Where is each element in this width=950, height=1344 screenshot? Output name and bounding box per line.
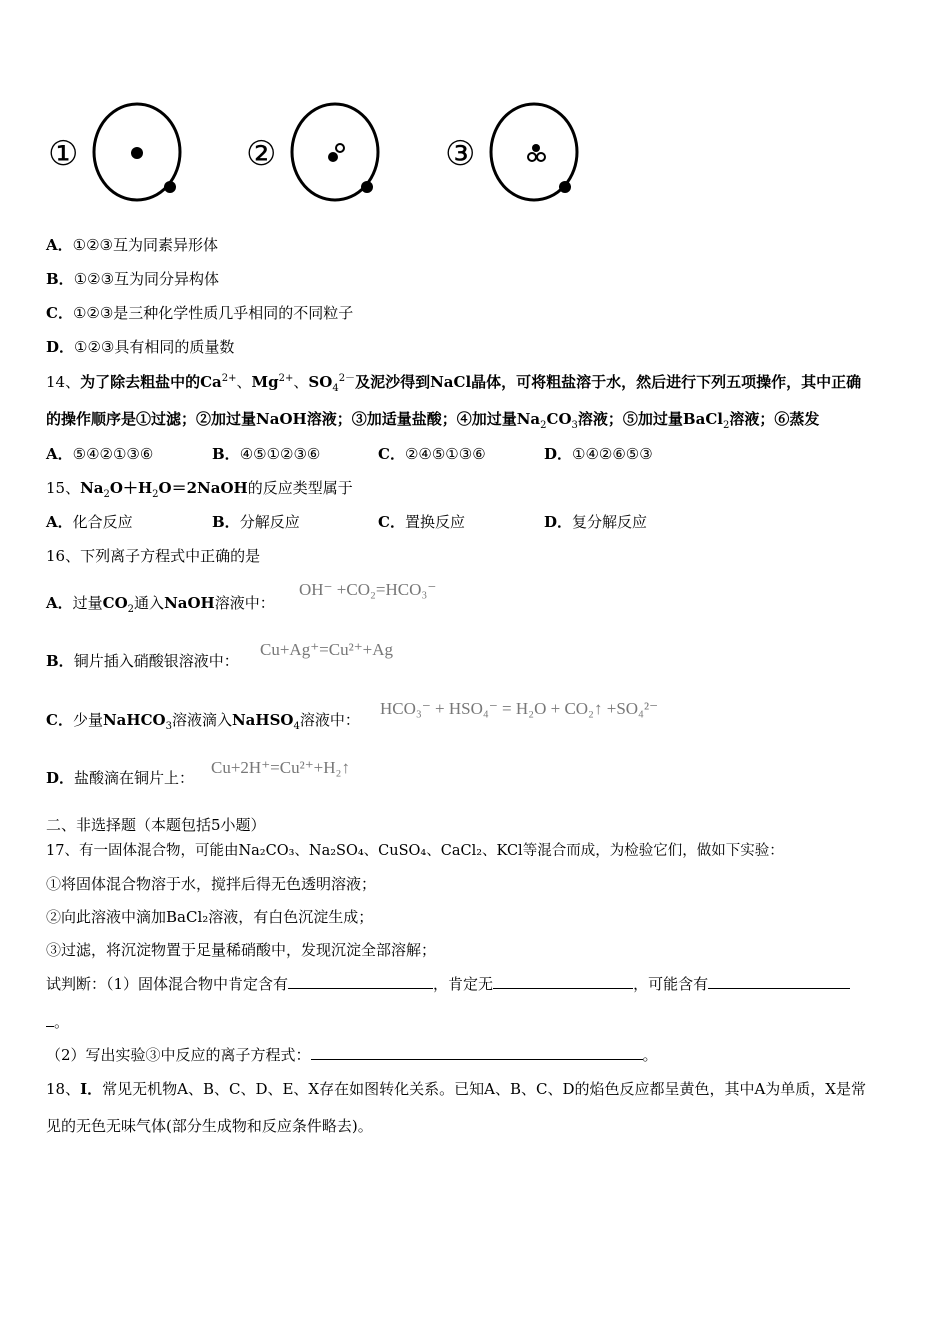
formula-naoh: NaOH	[256, 410, 307, 428]
answer-blank-contains[interactable]	[288, 974, 433, 989]
q17-text: 有一固体混合物，可能由Na₂CO₃、Na₂SO₄、CuSO₄、CaCl₂、KCl等混合而成，为检验它们，做如下实验：	[78, 843, 784, 859]
option-text: 溶液中：	[299, 711, 360, 729]
option-text: ①②③是三种化学性质几乎相同的不同粒子	[72, 304, 354, 322]
option-text: 盐酸滴在铜片上：	[74, 769, 195, 787]
option-letter: C．	[46, 711, 73, 729]
option-text: 复分解反应	[572, 513, 648, 531]
part-number: I．	[80, 1080, 103, 1098]
ion-ca-charge: 2+	[221, 373, 237, 384]
question-number: 15、	[46, 479, 81, 497]
q18-text: 常见无机物A、B、C、D、E、X存在如图转化关系。已知A、B、C、D的焰色反应都呈黄色，其中A为单质，X是常	[102, 1080, 866, 1098]
atom-1-label: ①	[48, 134, 79, 174]
option-letter: C．	[46, 304, 73, 322]
q17-text: ，可能含有	[633, 975, 709, 993]
answer-blank-maybe-cont[interactable]	[46, 1012, 54, 1027]
option-letter: B．	[46, 652, 74, 670]
subscript: 3	[165, 721, 172, 732]
q13-option-a	[46, 235, 218, 255]
answer-blank-equation[interactable]	[311, 1045, 643, 1060]
answer-blank-maybe[interactable]	[708, 974, 850, 989]
q17-text: 。	[54, 1013, 70, 1031]
atom-3	[445, 104, 577, 200]
q17-judge-end-line	[46, 1012, 69, 1032]
q16-equation-a: OH⁻ +CO₂=HCO₃⁻	[299, 580, 437, 599]
ion-mg: Mg	[251, 373, 279, 391]
option-text: ①②③互为同分异构体	[73, 270, 220, 288]
option-text: 过量	[72, 594, 103, 612]
q17-step-1: ①将固体混合物溶于水，搅拌后得无色透明溶液；	[46, 875, 377, 893]
atom-2	[246, 104, 378, 200]
formula-bacl2: BaCl	[682, 410, 723, 428]
q15-option-b	[212, 512, 378, 532]
option-letter: D．	[46, 338, 75, 356]
option-text: ②④⑤①③⑥	[404, 445, 486, 463]
question-number: 16、	[46, 547, 81, 565]
atom-2-electron	[361, 181, 373, 193]
atom-3-nucleus-proton	[532, 144, 540, 152]
option-letter: A．	[46, 236, 73, 254]
section-title: 二、非选择题（本题包括5小题）	[46, 816, 266, 834]
q16-equation-c: HCO₃⁻ + HSO₄⁻ = H₂O + CO₂↑ +SO₄²⁻	[380, 699, 659, 718]
atom-2-nucleus-neutron	[336, 144, 344, 152]
q14-option-c	[378, 444, 544, 464]
option-text: ①②③互为同素异形体	[72, 236, 218, 254]
atom-2-label: ②	[246, 134, 277, 174]
subscript: 3	[571, 420, 578, 431]
q16-equation-d: Cu+2H⁺=Cu²⁺+H₂↑	[211, 758, 350, 777]
answer-blank-excludes[interactable]	[493, 974, 633, 989]
q15-option-d	[544, 513, 647, 531]
ion-so4-sub: 4	[332, 383, 339, 394]
q17-text: 。	[642, 1046, 658, 1064]
equation: O＋H	[109, 479, 153, 497]
subscript: 2	[722, 420, 730, 431]
atom-3-electron	[559, 181, 571, 193]
equation: Na	[80, 479, 104, 497]
option-text: ①②③具有相同的质量数	[74, 338, 235, 356]
q14-text: 为了除去粗盐中的	[80, 373, 201, 391]
q13-option-b	[46, 269, 219, 289]
subscript: 4	[293, 721, 300, 732]
q17-part2-line	[46, 1045, 658, 1065]
q13-option-d	[46, 337, 234, 357]
option-letter: B．	[212, 513, 240, 531]
option-letter: D．	[544, 445, 573, 463]
q17-step-2: ②向此溶液中滴加BaCl₂溶液，有白色沉淀生成；	[46, 908, 374, 926]
option-text: 分解反应	[239, 513, 300, 531]
equation: O＝2NaOH	[158, 479, 248, 497]
option-letter: C．	[378, 513, 405, 531]
option-text: ④⑤①②③⑥	[239, 445, 321, 463]
q14-option-a	[46, 444, 212, 464]
q18-line2: 见的无色无味气体(部分生成物和反应条件略去)。	[46, 1117, 373, 1135]
formula-nahco3: NaHCO	[102, 711, 166, 729]
q14-stem-line2	[46, 409, 819, 429]
q17-stem	[46, 841, 784, 861]
formula-nahso4: NaHSO	[231, 711, 294, 729]
atom-1-nucleus	[131, 147, 143, 159]
q16-text: 下列离子方程式中正确的是	[80, 547, 261, 565]
atom-3-label: ③	[445, 134, 476, 174]
subscript: 2	[152, 489, 159, 500]
option-text: 铜片插入硝酸银溶液中：	[73, 652, 239, 670]
formula-na2co3: Na	[516, 410, 541, 428]
option-text: 化合反应	[72, 513, 133, 531]
q16-stem	[46, 546, 260, 566]
atom-1-electron	[164, 181, 176, 193]
q14-text: 及泥沙得到	[355, 373, 431, 391]
q17-text: （2）写出实验③中反应的离子方程式：	[46, 1046, 311, 1064]
q14-option-b	[212, 444, 378, 464]
q16-equation-b: Cu+Ag⁺=Cu²⁺+Ag	[260, 640, 394, 659]
option-text: 溶液滴入	[171, 711, 232, 729]
q15-option-c	[378, 512, 544, 532]
question-number: 14、	[46, 373, 81, 391]
q16-option-b	[46, 651, 239, 671]
separator: 、	[293, 373, 309, 391]
q13-option-c	[46, 303, 353, 323]
q14-text: 晶体，可将粗盐溶于水，然后进行下列五项操作，其中正确	[471, 373, 862, 391]
option-text: 溶液中：	[214, 594, 275, 612]
option-letter: B．	[212, 445, 240, 463]
q16-option-c	[46, 710, 360, 730]
option-letter: A．	[46, 594, 73, 612]
formula-naoh: NaOH	[164, 594, 215, 612]
q14-text: 溶液；③加适量盐酸；④加过量	[306, 410, 517, 428]
q14-options	[46, 444, 653, 464]
q15-option-a	[46, 512, 212, 532]
option-text: ①④②⑥⑤③	[572, 445, 653, 463]
option-letter: A．	[46, 513, 73, 531]
subscript: 2	[127, 604, 135, 615]
subscript: 2	[540, 420, 547, 431]
formula-na2co3: CO	[546, 410, 572, 428]
q16-option-d	[46, 768, 194, 788]
q14-text: 的操作顺序是①过滤；②加过量	[46, 410, 257, 428]
option-text: ⑤④②①③⑥	[72, 445, 154, 463]
atom-diagrams	[40, 95, 600, 215]
ion-ca: Ca	[200, 373, 222, 391]
option-letter: D．	[544, 513, 573, 531]
atom-1	[48, 104, 180, 200]
atom-3-nucleus-neutron-a	[528, 153, 536, 161]
atom-2-nucleus-proton	[328, 152, 338, 162]
option-letter: C．	[378, 445, 405, 463]
q17-text: ，肯定无	[433, 975, 494, 993]
separator: 、	[236, 373, 252, 391]
subscript: 2	[103, 489, 110, 500]
q14-option-d	[544, 445, 653, 463]
question-number: 18、	[46, 1080, 81, 1098]
option-letter: A．	[46, 445, 73, 463]
option-letter: D．	[46, 769, 75, 787]
q15-options	[46, 512, 647, 532]
q16-option-a	[46, 593, 275, 613]
question-number: 17、	[46, 843, 79, 859]
q17-text: 试判断：（1）固体混合物中肯定含有	[46, 975, 289, 993]
option-letter: B．	[46, 270, 74, 288]
atom-3-nucleus-neutron-b	[537, 153, 545, 161]
q17-judge-line	[46, 974, 850, 994]
q15-stem	[46, 478, 353, 498]
q15-text: 的反应类型属于	[247, 479, 353, 497]
formula-co2: CO	[102, 594, 128, 612]
q18-line1	[46, 1079, 866, 1099]
ion-so4-charge: 2－	[338, 373, 356, 384]
q14-text: 溶液；⑥蒸发	[729, 410, 820, 428]
q14-stem-line1	[46, 372, 861, 392]
ion-so4: SO	[308, 373, 333, 391]
option-text: 少量	[72, 711, 103, 729]
q17-step-3: ③过滤，将沉淀物置于足量稀硝酸中，发现沉淀全部溶解；	[46, 941, 437, 959]
option-text: 通入	[134, 594, 165, 612]
formula-nacl: NaCl	[430, 373, 472, 391]
ion-mg-charge: 2+	[278, 373, 294, 384]
option-text: 置换反应	[404, 513, 465, 531]
q14-text: 溶液；⑤加过量	[577, 410, 683, 428]
